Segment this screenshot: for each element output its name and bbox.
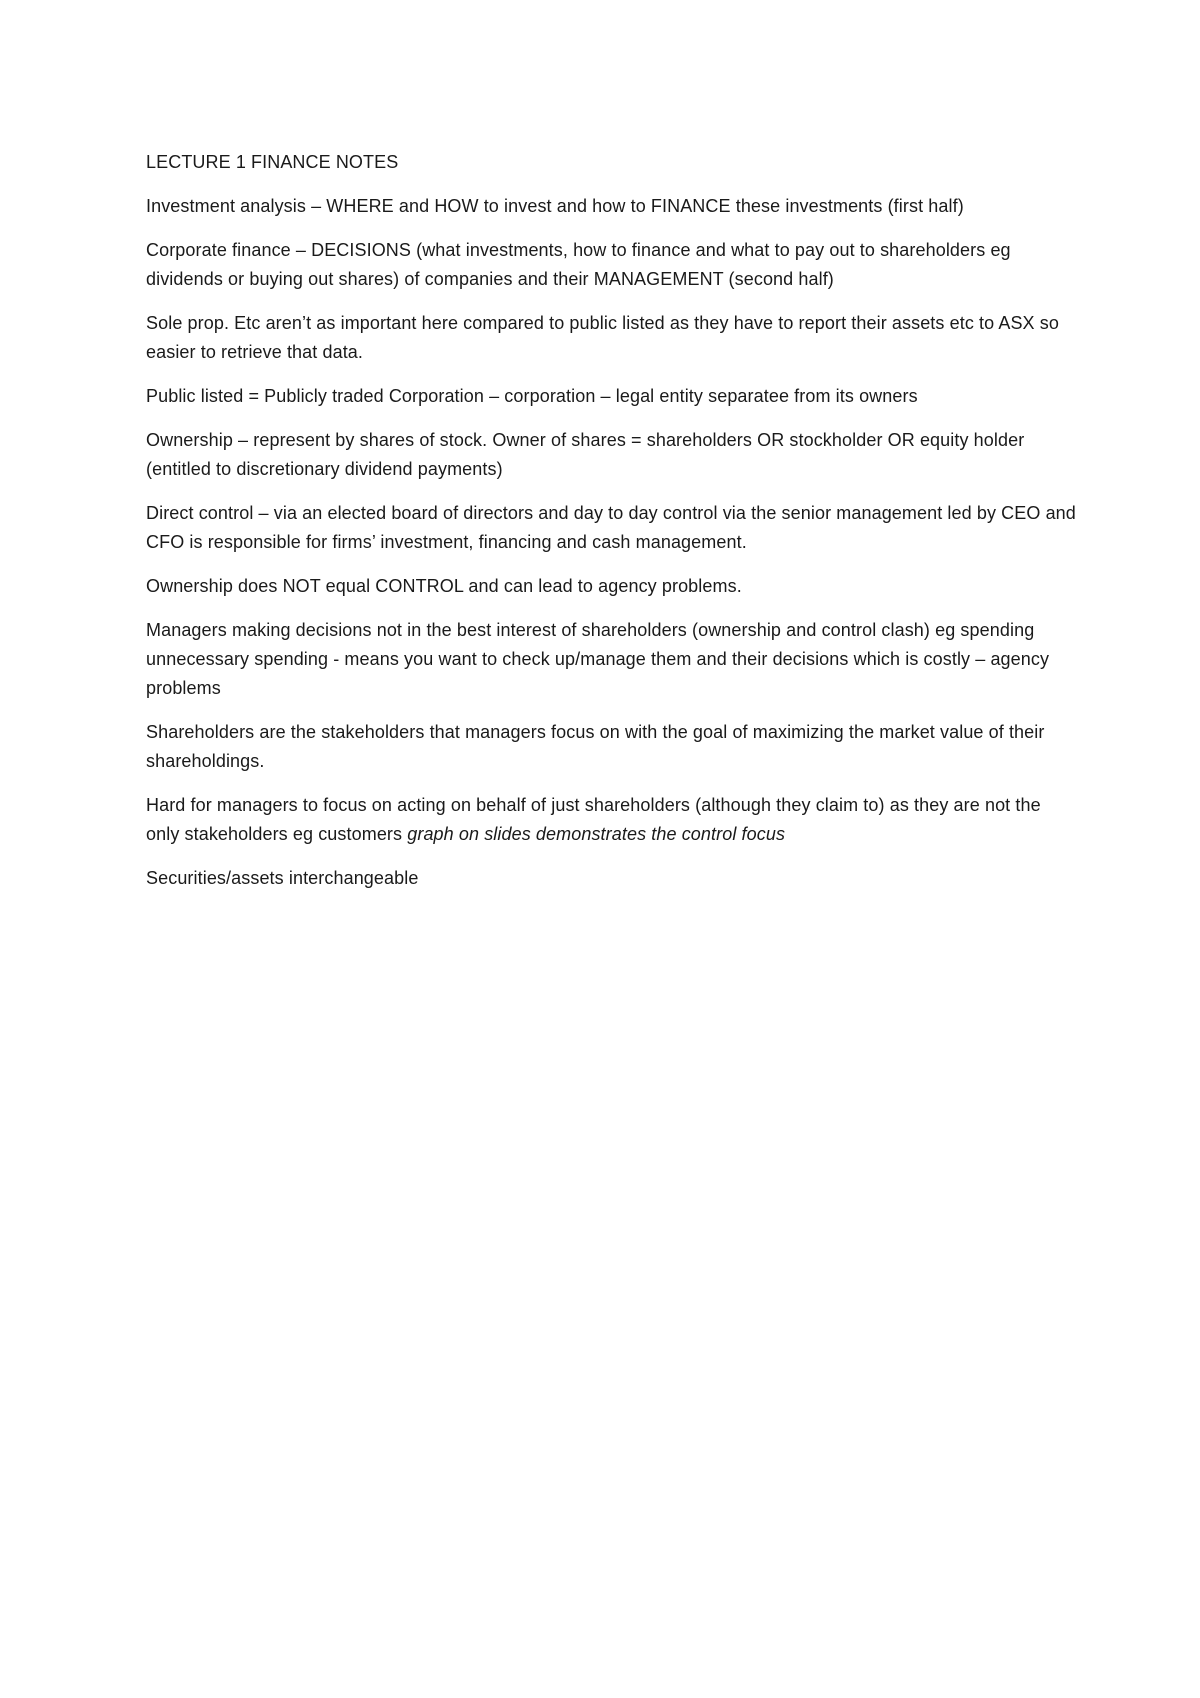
paragraph-stakeholders-text: Hard for managers to focus on acting on behalf of just shareholders (although they claim to) as they are not the only stakeholders eg customers — [146, 795, 1041, 844]
paragraph-shareholders-goal: Shareholders are the stakeholders that managers focus on with the goal of maximizing the market value of their shareholdings. — [146, 722, 1045, 771]
document-title: LECTURE 1 FINANCE NOTES — [146, 152, 399, 172]
document-body — [146, 148, 1076, 908]
paragraph-securities: Securities/assets interchangeable — [146, 868, 419, 888]
paragraph-stakeholders — [146, 791, 1076, 849]
paragraph-investment-analysis: Investment analysis – WHERE and HOW to invest and how to FINANCE these investments (first half) — [146, 196, 964, 216]
paragraph-stakeholders-italic-note: graph on slides demonstrates the control focus — [407, 824, 786, 844]
paragraph-public-listed: Public listed = Publicly traded Corporation – corporation – legal entity separatee from its owners — [146, 386, 918, 406]
paragraph-corporate-finance: Corporate finance – DECISIONS (what investments, how to finance and what to pay out to shareholders eg dividends or buying out shares) of companies and their MANAGEMENT (second half) — [146, 240, 1011, 289]
paragraph-sole-prop: Sole prop. Etc aren’t as important here compared to public listed as they have to report their assets etc to ASX so easier to retrieve that data. — [146, 313, 1059, 362]
paragraph-managers-decisions: Managers making decisions not in the best interest of shareholders (ownership and control clash) eg spending unnecessary spending - means you want to check up/manage them and their decisions which is costly – agency problems — [146, 620, 1050, 698]
paragraph-direct-control: Direct control – via an elected board of directors and day to day control via the senior management led by CEO and CFO is responsible for firms’ investment, financing and cash management. — [146, 503, 1076, 552]
paragraph-ownership-control: Ownership does NOT equal CONTROL and can lead to agency problems. — [146, 576, 742, 596]
paragraph-ownership: Ownership – represent by shares of stock. Owner of shares = shareholders OR stockholder OR equity holder (entitled to discretionary dividend payments) — [146, 430, 1025, 479]
